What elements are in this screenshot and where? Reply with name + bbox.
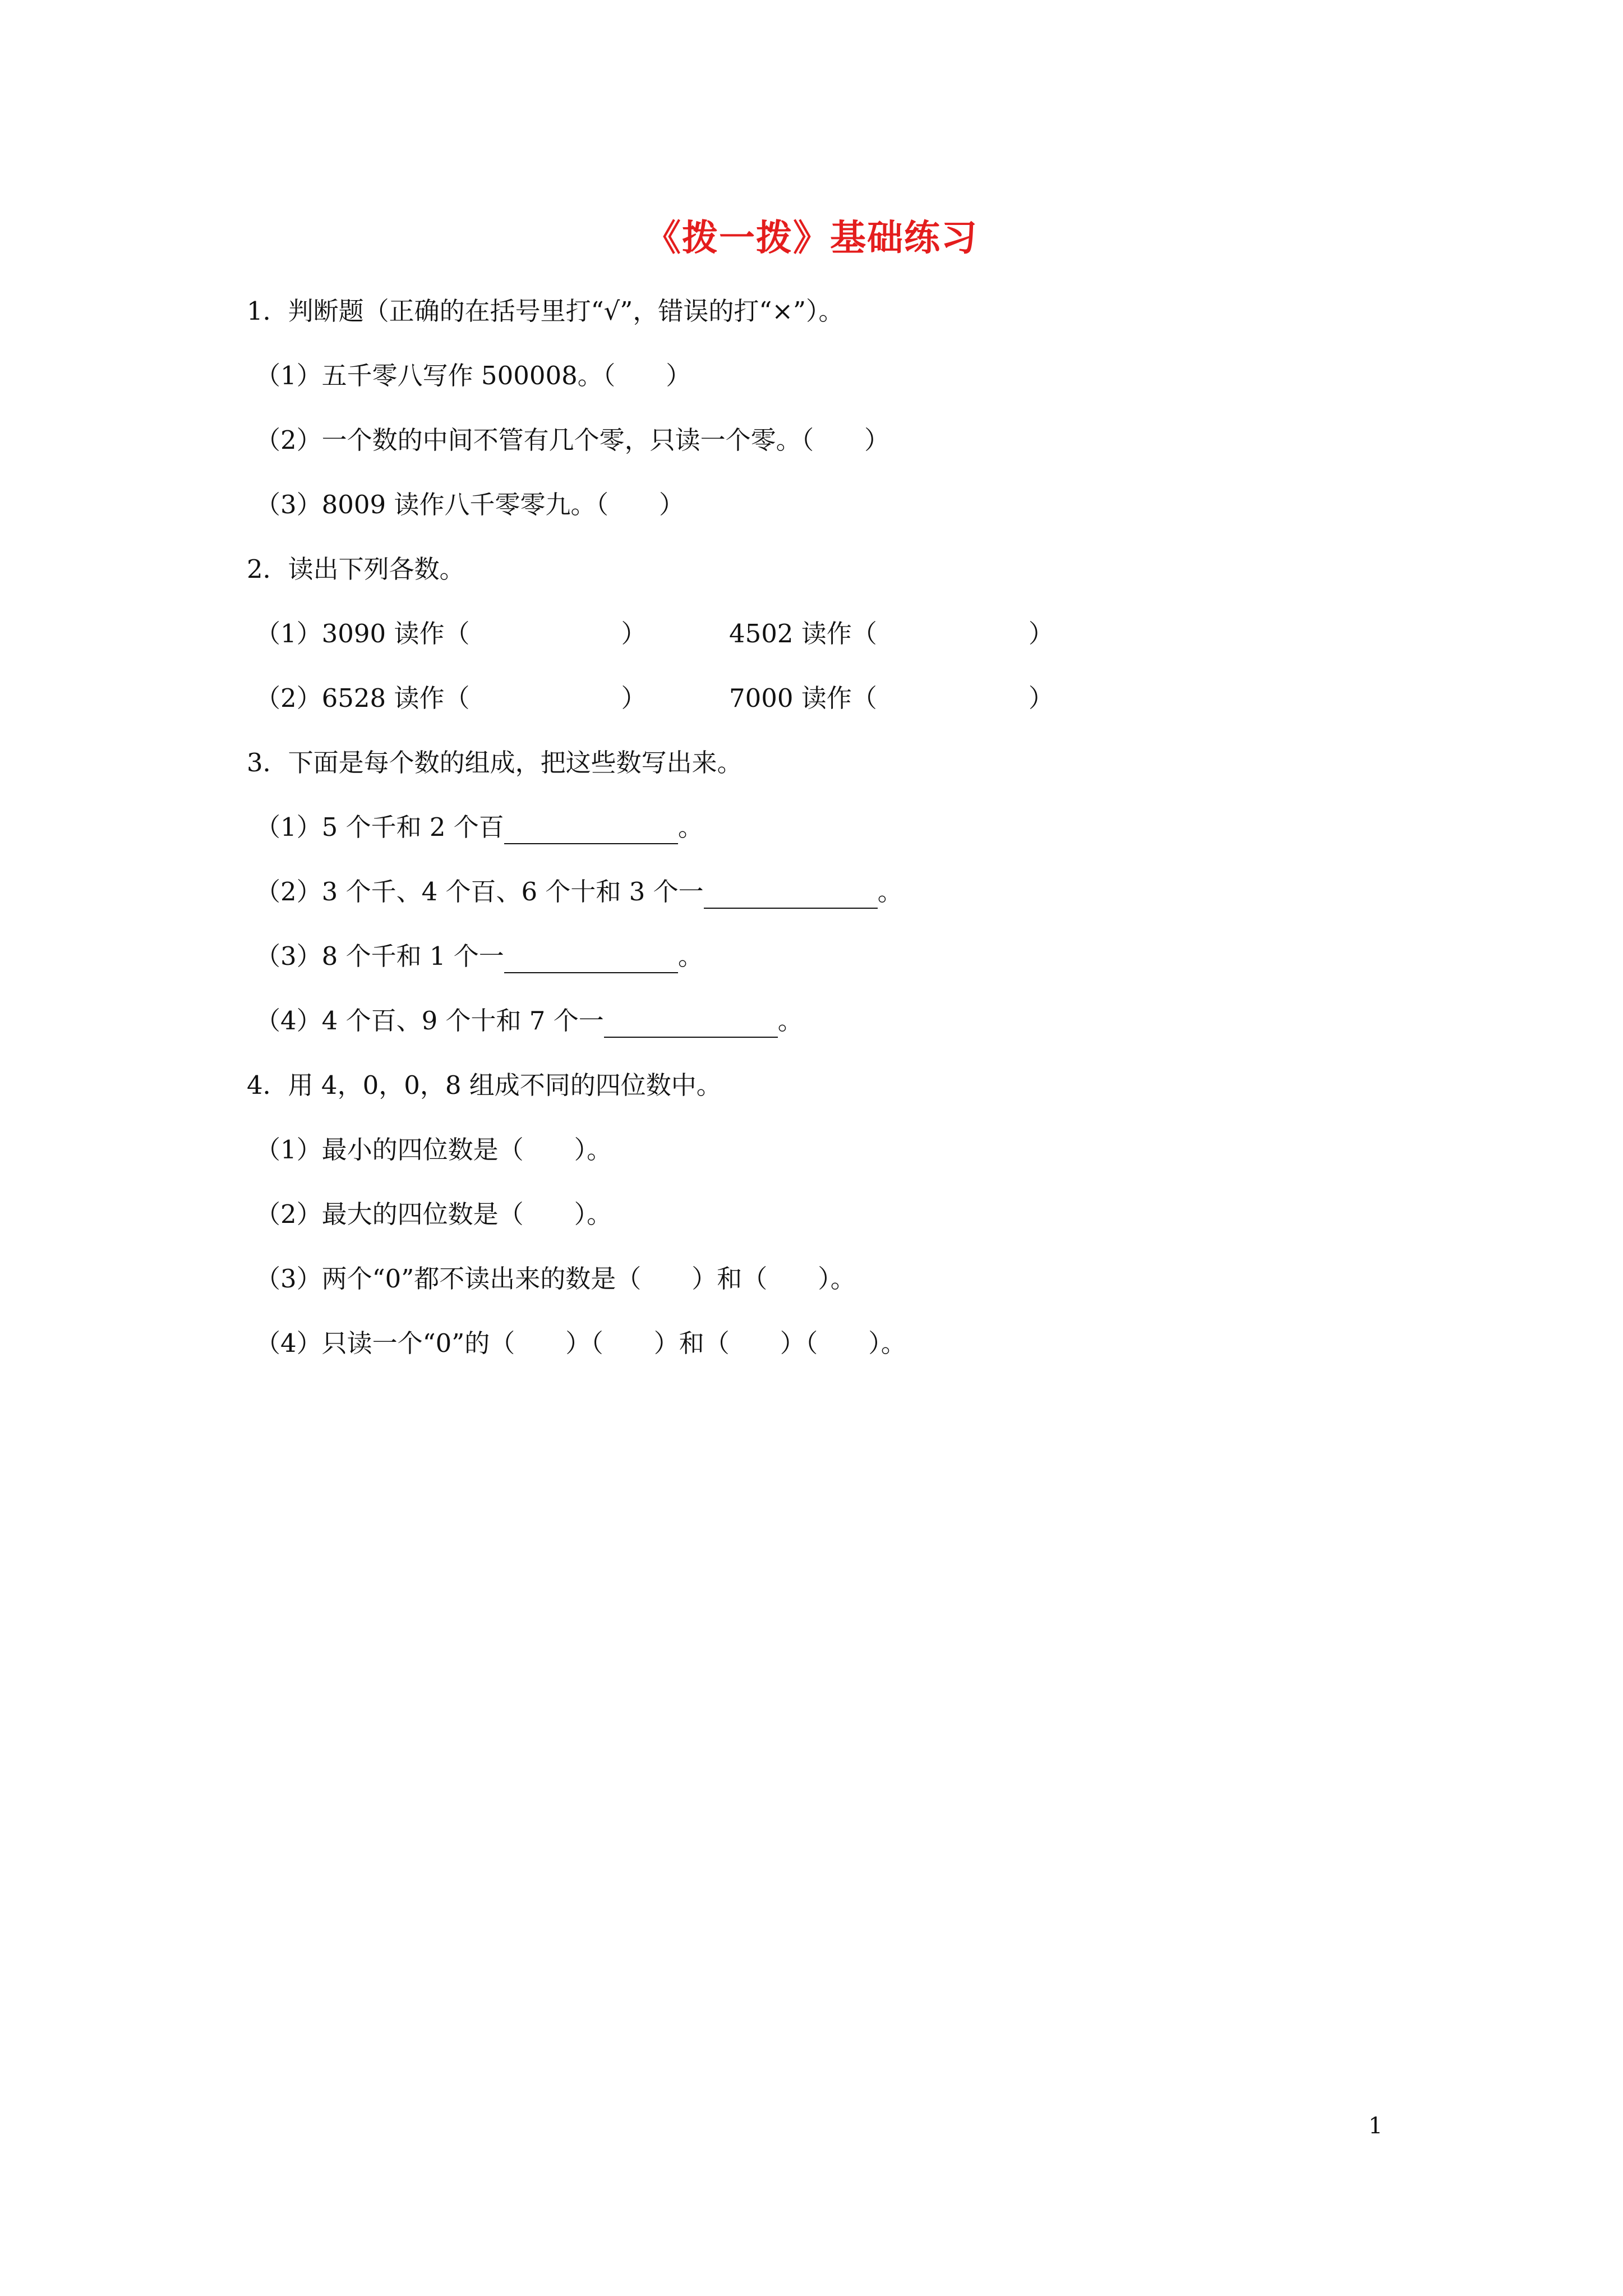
question-3-item-1-text: （1）5 个千和 2 个百 (255, 812, 504, 842)
question-1-heading: 1．判断题（正确的在括号里打“√”，错误的打“×”）。 (247, 296, 844, 326)
question-2-row-1-right: 4502 读作（ ） (729, 619, 1054, 648)
question-2-row-2-right: 7000 读作（ ） (729, 683, 1054, 713)
question-3-item-2-text: （2）3 个千、4 个百、6 个十和 3 个一 (255, 877, 704, 907)
question-2-row-2 (255, 682, 1054, 715)
question-3-item-1 (255, 811, 703, 844)
question-4-item-4: （4）只读一个“0”的（ ）（ ）和（ ）（ ）。 (255, 1328, 906, 1358)
question-3-item-1-end: 。 (677, 812, 703, 842)
question-2-row-2-left: （2）6528 读作（ ） (255, 683, 647, 713)
question-3-item-2-end: 。 (877, 877, 903, 907)
answer-blank-line (504, 944, 678, 973)
question-4-item-2: （2）最大的四位数是（ ）。 (255, 1199, 612, 1229)
question-3-item-4 (255, 1004, 803, 1038)
question-2-row-1-left: （1）3090 读作（ ） (255, 619, 647, 648)
answer-blank-line (704, 880, 878, 909)
question-3-item-2 (255, 875, 903, 909)
answer-blank-line (504, 815, 678, 844)
worksheet-title: 《拨一拨》基础练习 (645, 217, 978, 259)
question-4-item-3: （3）两个“0”都不读出来的数是（ ）和（ ）。 (255, 1264, 856, 1294)
question-1-item-1: （1）五千零八写作 500008。（ ） (255, 361, 691, 390)
question-3-item-4-end: 。 (777, 1006, 803, 1036)
question-2-row-1 (255, 617, 1054, 651)
question-1-item-3: （3）8009 读作八千零零九。（ ） (255, 490, 684, 519)
question-3-item-4-text: （4）4 个百、9 个十和 7 个一 (255, 1006, 604, 1036)
question-4-item-1: （1）最小的四位数是（ ）。 (255, 1135, 612, 1165)
page-number: 1 (1368, 2113, 1383, 2139)
question-3-item-3 (255, 940, 703, 973)
answer-blank-line (604, 1009, 778, 1038)
question-3-item-3-text: （3）8 个千和 1 个一 (255, 941, 504, 971)
question-3-heading: 3．下面是每个数的组成，把这些数写出来。 (247, 748, 743, 777)
question-4-heading: 4．用 4，0，0，8 组成不同的四位数中。 (247, 1070, 722, 1100)
question-2-heading: 2．读出下列各数。 (247, 554, 465, 584)
question-3-item-3-end: 。 (677, 941, 703, 971)
question-1-item-2: （2）一个数的中间不管有几个零，只读一个零。（ ） (255, 425, 890, 455)
